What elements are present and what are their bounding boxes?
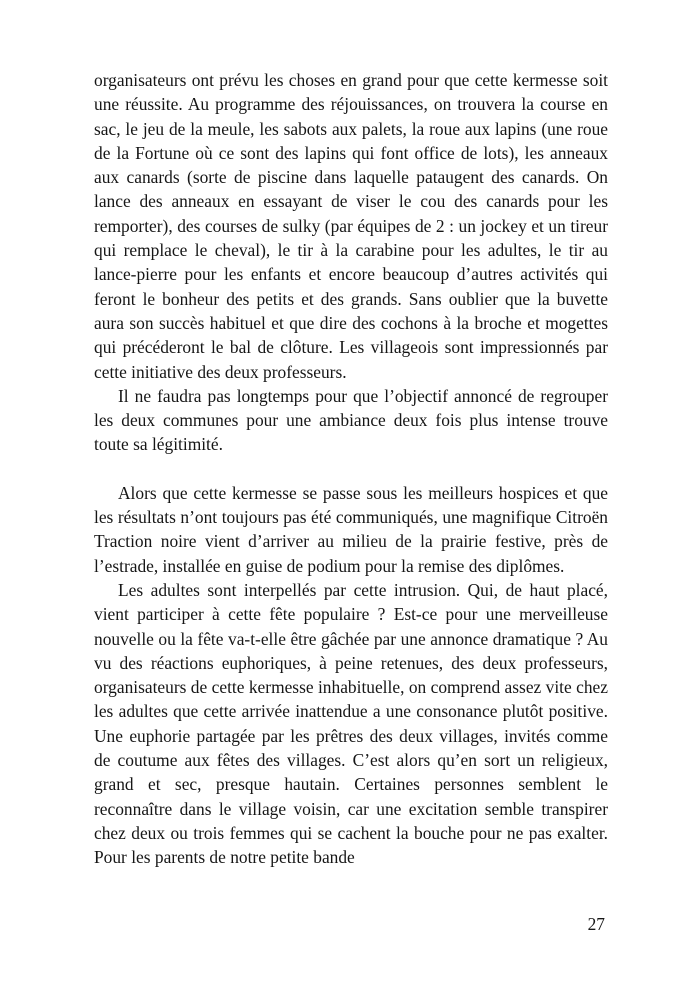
page-body xyxy=(94,68,608,870)
paragraph: Alors que cette kermesse se passe sous les meilleurs hospices et que les résultats n’ont toujours pas été communiqués, une magnifique Citroën Traction noire vient d’arriver au milieu de la prairie festive, près de l’estrade, installée en guise de podium pour la remise des diplômes. xyxy=(94,482,608,576)
page-number: 27 xyxy=(587,914,605,934)
paragraph-continued: organisateurs ont prévu les choses en grand pour que cette kermesse soit une réussite. Au programme des réjouissances, on trouvera la course en sac, le jeu de la meule, les sabots aux palets, la roue aux lapins (une roue de la Fortune où ce sont des lapins qui font office de lots), les anneaux aux canards (sorte de piscine dans laquelle pataugent des canards. On lance des anneaux en essayant de viser le cou des canards pour les remporter), des courses de sulky (par équipes de 2 : un jockey et un tireur qui remplace le cheval), le tir à la carabine pour les adultes, le tir au lance-pierre pour les enfants et encore beaucoup d’autres activités qui feront le bonheur des petits et des grands. Sans oublier que la buvette aura son succès habituel et que dire des cochons à la broche et mogettes qui précéderont le bal de clôture. Les villageois sont impressionnés par cette initiative des deux professeurs. xyxy=(94,70,608,382)
paragraph: Il ne faudra pas longtemps pour que l’objectif annoncé de regrouper les deux communes pour une ambiance deux fois plus intense trouve toute sa légitimité. xyxy=(94,385,608,455)
paragraph: Les adultes sont interpellés par cette intrusion. Qui, de haut placé, vient participer à cette fête populaire ? Est-ce pour une merveilleuse nouvelle ou la fête va-t-elle être gâchée par une annonce dramatique ? Au vu des réactions euphoriques, à peine retenues, des deux professeurs, organisateurs de cette kermesse inhabituelle, on comprend assez vite chez les adultes que cette arrivée inattendue a une consonance plutôt positive. Une euphorie partagée par les prêtres des deux villages, invités comme de coutume aux fêtes des villages. C’est alors qu’en sort un religieux, grand et sec, presque hautain. Certaines personnes semblent le reconnaître dans le village voisin, car une excitation semble transpirer chez deux ou trois femmes qui se cachent la bouche pour ne pas exalter. Pour les parents de notre petite bande xyxy=(94,579,608,868)
